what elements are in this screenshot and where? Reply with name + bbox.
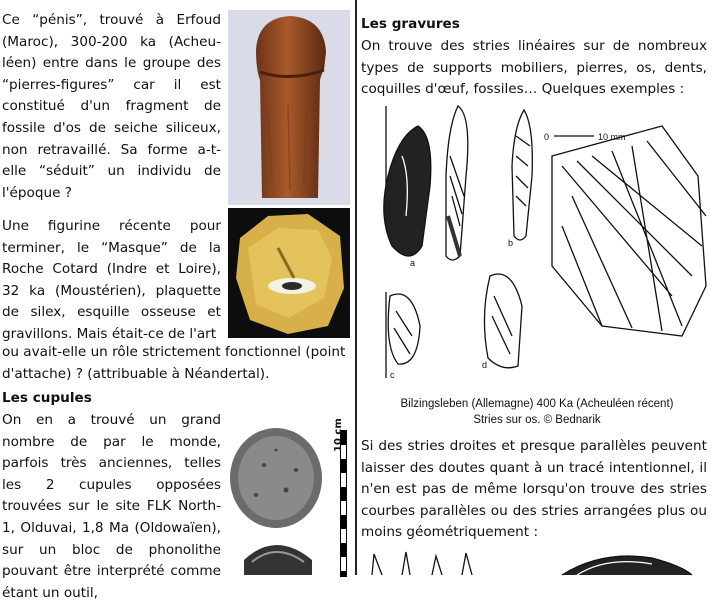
gravures-heading: Les gravures — [361, 16, 460, 32]
masque-paragraph-continued: ou avait-elle un rôle strictement fonctionnel (point d'attache) ? (attribuable à Néandertal). — [2, 344, 346, 382]
figure-label-b: b — [508, 238, 514, 248]
cupule-illustration — [226, 410, 338, 575]
scale-label: 10 cm — [333, 418, 344, 452]
scale-bar — [340, 430, 347, 577]
figure-caption-line1: Bilzingsleben (Allemagne) 400 Ka (Acheuléen récent) — [400, 398, 674, 410]
gravures-paragraph: On trouve des stries linéaires sur de nombreux types de supports mobiliers, pierres, os, dents, coquilles d'œuf, fossiles… Quelques exemples : — [361, 38, 707, 98]
fossil-illustration — [228, 10, 350, 205]
figure-label-d: d — [482, 360, 488, 370]
right-column — [358, 0, 715, 575]
striated-bones-illustration — [362, 96, 712, 386]
bottom-figure-strip — [362, 548, 712, 575]
figure-scale-label: 10 mm — [598, 132, 626, 142]
masque-paragraph: Une figurine récente pour terminer, le “Masque” de la Roche Cotard (Indre et Loire), 32 ka (Moustérien), plaquette de silex, esquille osseuse et gravillons. Mais était-ce de l'art — [2, 218, 221, 342]
penis-paragraph: Ce “pénis”, trouvé à Erfoud (Maroc), 300-200 ka (Acheu-léen) entre dans le groupe des “pierres-figures” car il est constitué d'un fragment de fossile d'os de seiche siliceux, non retravaillé. Sa forme a-t-elle “séduit” un individu de l'époque ? — [2, 12, 221, 201]
column-divider — [355, 0, 357, 575]
erfoud-fossil-image — [228, 10, 350, 205]
left-column — [0, 0, 355, 601]
figure-label-a: a — [410, 258, 416, 268]
cupules-heading: Les cupules — [2, 390, 92, 406]
cupule-stone-image — [226, 410, 338, 575]
bottom-figures-illustration — [362, 548, 712, 575]
stries-paragraph: Si des stries droites et presque parallèles peuvent laisser des doutes quant à un tracé intentionnel, il n'en est pas de même lorsqu'on trouve des stries courbes parallèles ou des stries arrangées plus ou moins géométriquement : — [361, 438, 707, 541]
masque-image — [228, 208, 350, 338]
masque-illustration — [228, 208, 350, 338]
bilzingsleben-figure — [362, 96, 712, 386]
figure-caption-line2: Stries sur os. © Bednarik — [473, 414, 601, 426]
cupules-paragraph: On en a trouvé un grand nombre de par le monde, parfois très anciennes, telles les 2 cupules opposées trouvées sur le site FLK North-1, Olduvai, 1,8 Ma (Oldowaïen), sur un bloc de phonolithe pouvant être interprété comme étant un outil, — [2, 412, 221, 601]
figure-label-c: c — [390, 370, 395, 380]
figure-scale-zero: 0 — [544, 132, 550, 142]
